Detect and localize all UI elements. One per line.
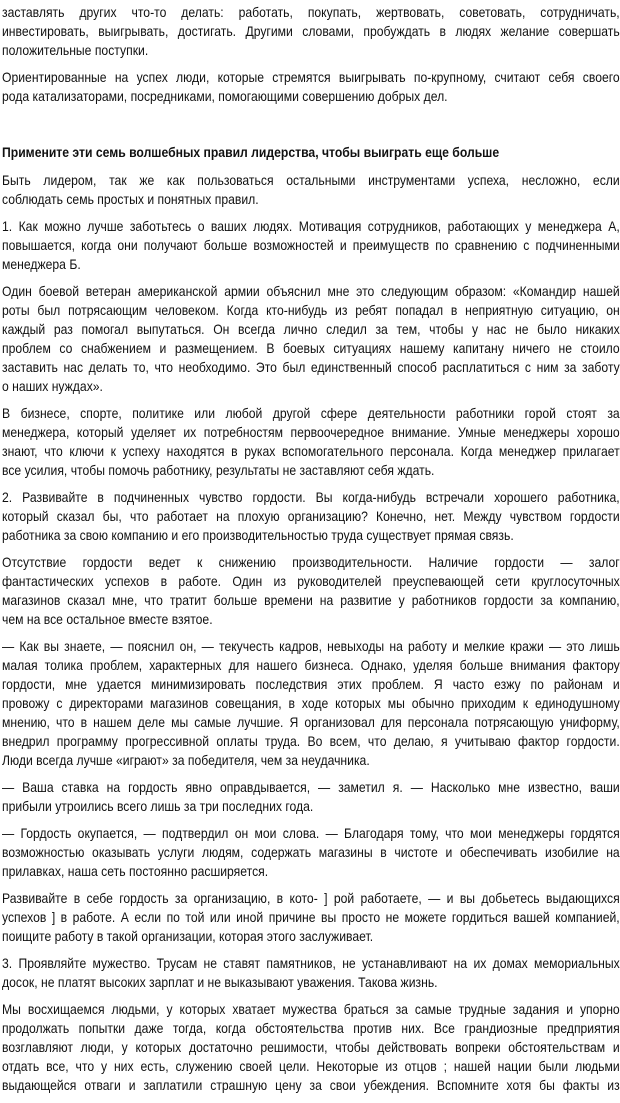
text-line: рода катализаторами, посредниками, помогающими совершению добрых дел. [2, 88, 448, 104]
section-heading: Примените эти семь волшебных правил лидерства, чтобы выиграть еще больше [2, 144, 500, 160]
text-line: каждый раз помогал выпутаться. Он всегда лично следил за тем, чтобы у нас не было никаких [2, 321, 620, 337]
text-line: В бизнесе, спорте, политике или любой другой сфере деятельности работники горой стоят за [2, 405, 620, 421]
text-line: чем на все остальное вместе взятое. [2, 611, 213, 627]
text-line: Мы восхищаемся людьми, у которых хватает мужества браться за самые трудные задания и упорно [2, 1001, 620, 1017]
text-line: поищите работу в такой организации, которая этого заслуживает. [2, 928, 374, 944]
text-line: роты был потрясающим человеком. Когда кто-нибудь из ребят попадал в неприятную ситуацию, он [2, 302, 620, 318]
text-line: — Гордость окупается, — подтвердил он мои слова. — Благодаря тому, что мои менеджеры гордятся [2, 825, 620, 841]
text-line: успехов ] в работе. А если по той или иной причине вы просто не можете гордиться вашей компанией, [2, 909, 620, 925]
paragraph [2, 171, 620, 209]
text-line: прибыли утроились всего лишь за три последних года. [2, 798, 314, 814]
text-line: заставлять других что-то делать: работать, покупать, жертвовать, советовать, сотрудничать, [2, 4, 620, 20]
text-line: — Ваша ставка на гордость явно оправдывается, — заметил я. — Насколько мне известно, ваши [2, 779, 620, 795]
text-line: Ориентированные на успех люди, которые стремятся выигрывать по-крупному, считают себя своего [2, 69, 620, 85]
paragraph [2, 824, 620, 881]
text-line: внедрил программу прогрессивной оплаты труда. Во всем, что делаю, я учитываю фактор гордости. [2, 733, 620, 749]
text-line: менеджера Б. [2, 256, 81, 272]
paragraph [2, 889, 620, 946]
text-line: Люди всегда лучше «играют» за победителя, чем за неудачника. [2, 752, 370, 768]
text-line: магазинов сказал мне, что тратит больше времени на развитие у работников гордости за компанию, [2, 592, 620, 608]
text-line: положительные поступки. [2, 42, 149, 58]
text-line: отдать все, что у них есть, служению своей цели. Некоторые из отцов ; нашей нации были людьми [2, 1058, 620, 1074]
text-line: Один боевой ветеран американской армии объяснил мне это следующим образом: «Командир нашей [2, 283, 620, 299]
text-line: соблюдать семь простых и понятных правил. [2, 191, 259, 207]
text-line: проблем со снабжением и размещением. В боевых ситуациях нашему капитану ничего не стоило [2, 340, 620, 356]
text-line: продолжать попытки даже тогда, когда обстоятельства против них. Все грандиозные предприятия [2, 1020, 620, 1036]
document-page [2, 3, 620, 1103]
text-line: малая толика проблем, характерных для нашего бизнеса. Однако, уделяя больше внимания фактору [2, 657, 620, 673]
text-line: о наших нуждах». [2, 378, 103, 394]
paragraph [2, 778, 620, 816]
paragraph [2, 282, 620, 396]
text-line: гордости, мне удается минимизировать последствия этих проблем. Я часто езжу по районам и [2, 676, 620, 692]
text-line: прилавках, наша сеть постоянно расширяется. [2, 863, 269, 879]
text-line: возглавляют люди, у которых достаточно решимости, чтобы действовать вопреки обстоятельствам и [2, 1039, 620, 1055]
text-line: заставить нас делать то, что необходимо. Это был единственный способ расплатиться с ним за заботу [2, 359, 620, 375]
text-line: 3. Проявляйте мужество. Трусам не ставят памятников, не устанавливают на их домах мемориальных [2, 955, 620, 971]
paragraph [2, 404, 620, 480]
paragraph [2, 553, 620, 629]
text-line: мнению, что в нашем деле мы самые лучшие. Я организовал для персонала потрясающую униформу, [2, 714, 620, 730]
paragraph [2, 488, 620, 545]
text-line: менеджера, который уделяет их потребностям первоочередное внимание. Умные менеджеры хорошо [2, 424, 620, 440]
paragraph [2, 1000, 620, 1095]
text-line: Отсутствие гордости ведет к снижению производительности. Наличие гордости — залог [2, 554, 620, 570]
text-line: 2. Развивайте в подчиненных чувство гордости. Вы когда-нибудь встречали хорошего работника, [2, 489, 620, 505]
text-line: — Как вы знаете, — пояснил он, — текучесть кадров, невыходы на работу и мелкие кражи — это лишь [2, 638, 620, 654]
text-line: Быть лидером, так же как пользоваться остальными инструментами успеха, несложно, если [2, 172, 620, 188]
text-line: Развивайте в себе гордость за организацию, в кото- ] рой работаете, — и вы добьетесь выдающихся [2, 890, 620, 906]
text-line: провожу с директорами магазинов совещания, в ходе которых мы обычно приходим к единодушному [2, 695, 620, 711]
text-line: досок, не платят высоких зарплат и не выказывают уважения. Такова жизнь. [2, 974, 438, 990]
paragraph [2, 3, 620, 60]
text-line: 1. Как можно лучше заботьтесь о ваших людях. Мотивация сотрудников, работающих у менеджера А, [2, 218, 620, 234]
text-line: выдающейся отваги и заплатили страшную цену за свои убеждения. Вспомните хотя бы факты из [2, 1077, 620, 1093]
text-line: повышается, когда они получают больше возможностей и преимуществ по сравнению с подчиненными [2, 237, 620, 253]
text-line: работника за свою компанию и его производительностью труда существует прямая связь. [2, 527, 514, 543]
text-line: который сказал бы, что работает на плохую организацию? Конечно, нет. Между чувством гордости [2, 508, 620, 524]
paragraph [2, 68, 620, 106]
paragraph [2, 954, 620, 992]
text-line: все усилия, чтобы помочь работнику, результаты не заставляют себя ждать. [2, 462, 435, 478]
text-line: возможностью оказывать услуги людям, содержать магазины в чистоте и обеспечивать изобилие на [2, 844, 620, 860]
text-line: знают, что ключи к успеху находятся в руках вспомогательного персонала. Когда менеджер прилагает [2, 443, 620, 459]
paragraph [2, 637, 620, 770]
text-line: инвестировать, выигрывать, достигать. Другими словами, пробуждать в людях желание совершать [2, 23, 620, 39]
text-line: фантастических успехов в работе. Один из руководителей преуспевающей сети круглосуточных [2, 573, 620, 589]
paragraph [2, 217, 620, 274]
